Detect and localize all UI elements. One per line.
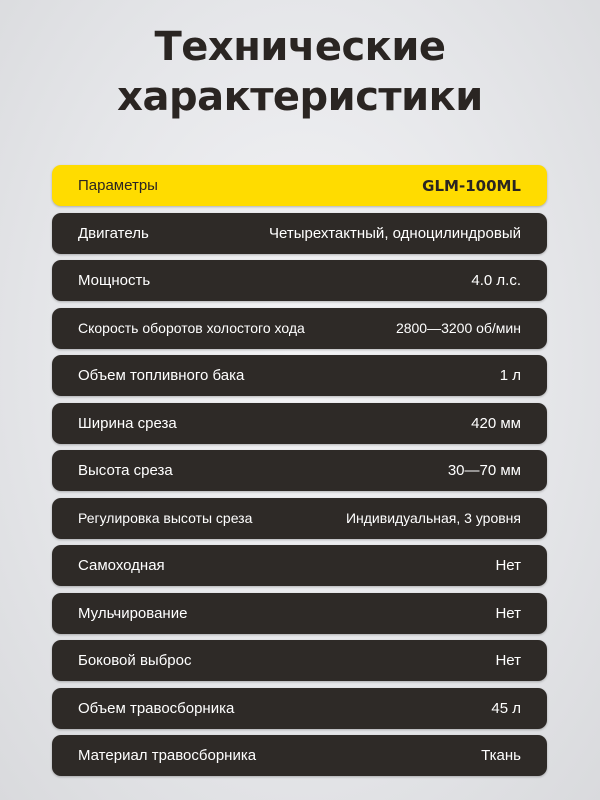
spec-row-catcher-volume (52, 688, 547, 729)
spec-value: 420 мм (471, 414, 521, 432)
spec-label: Самоходная (78, 557, 165, 574)
spec-value: Четырехтактный, одноцилиндровый (269, 224, 521, 242)
spec-value: Нет (495, 557, 521, 574)
spec-table-header (52, 165, 547, 206)
spec-row-cut-width (52, 403, 547, 444)
spec-value: Нет (495, 604, 521, 622)
spec-value: Нет (495, 652, 521, 669)
spec-value: 2800—3200 об/мин (395, 320, 521, 336)
spec-value: Ткань (481, 747, 521, 764)
spec-row-idle-speed (52, 308, 547, 349)
spec-row-height-adjust (52, 498, 547, 539)
spec-row-engine (52, 213, 547, 254)
spec-label: Материал травосборника (78, 747, 257, 764)
page-title-line-1: Технические (154, 24, 446, 70)
spec-row-self-propelled (52, 545, 547, 586)
spec-table (52, 165, 547, 783)
page-title-line-2: характеристики (117, 74, 483, 120)
spec-label: Регулировка высоты среза (78, 510, 253, 526)
page-title (0, 22, 600, 122)
header-label: Параметры (78, 177, 158, 194)
spec-value: 30—70 мм (447, 462, 521, 479)
spec-value: 1 л (499, 367, 521, 384)
spec-label: Ширина среза (78, 414, 177, 432)
spec-value: 4.0 л.с. (471, 272, 521, 289)
spec-value: 45 л (491, 699, 521, 717)
spec-row-cut-height (52, 450, 547, 491)
spec-row-fuel-tank (52, 355, 547, 396)
spec-row-mulching (52, 593, 547, 634)
spec-label: Боковой выброс (78, 652, 192, 669)
spec-label: Объем топливного бака (78, 367, 245, 384)
spec-label: Высота среза (78, 462, 173, 479)
spec-row-power (52, 260, 547, 301)
spec-label: Мульчирование (78, 604, 188, 622)
header-model: GLM-100ML (422, 176, 521, 195)
spec-row-side-discharge (52, 640, 547, 681)
spec-value: Индивидуальная, 3 уровня (345, 510, 521, 526)
spec-label: Мощность (78, 272, 151, 289)
spec-row-catcher-material (52, 735, 547, 776)
spec-label: Двигатель (78, 224, 149, 242)
spec-label: Скорость оборотов холостого хода (78, 320, 305, 336)
spec-label: Объем травосборника (78, 699, 235, 717)
